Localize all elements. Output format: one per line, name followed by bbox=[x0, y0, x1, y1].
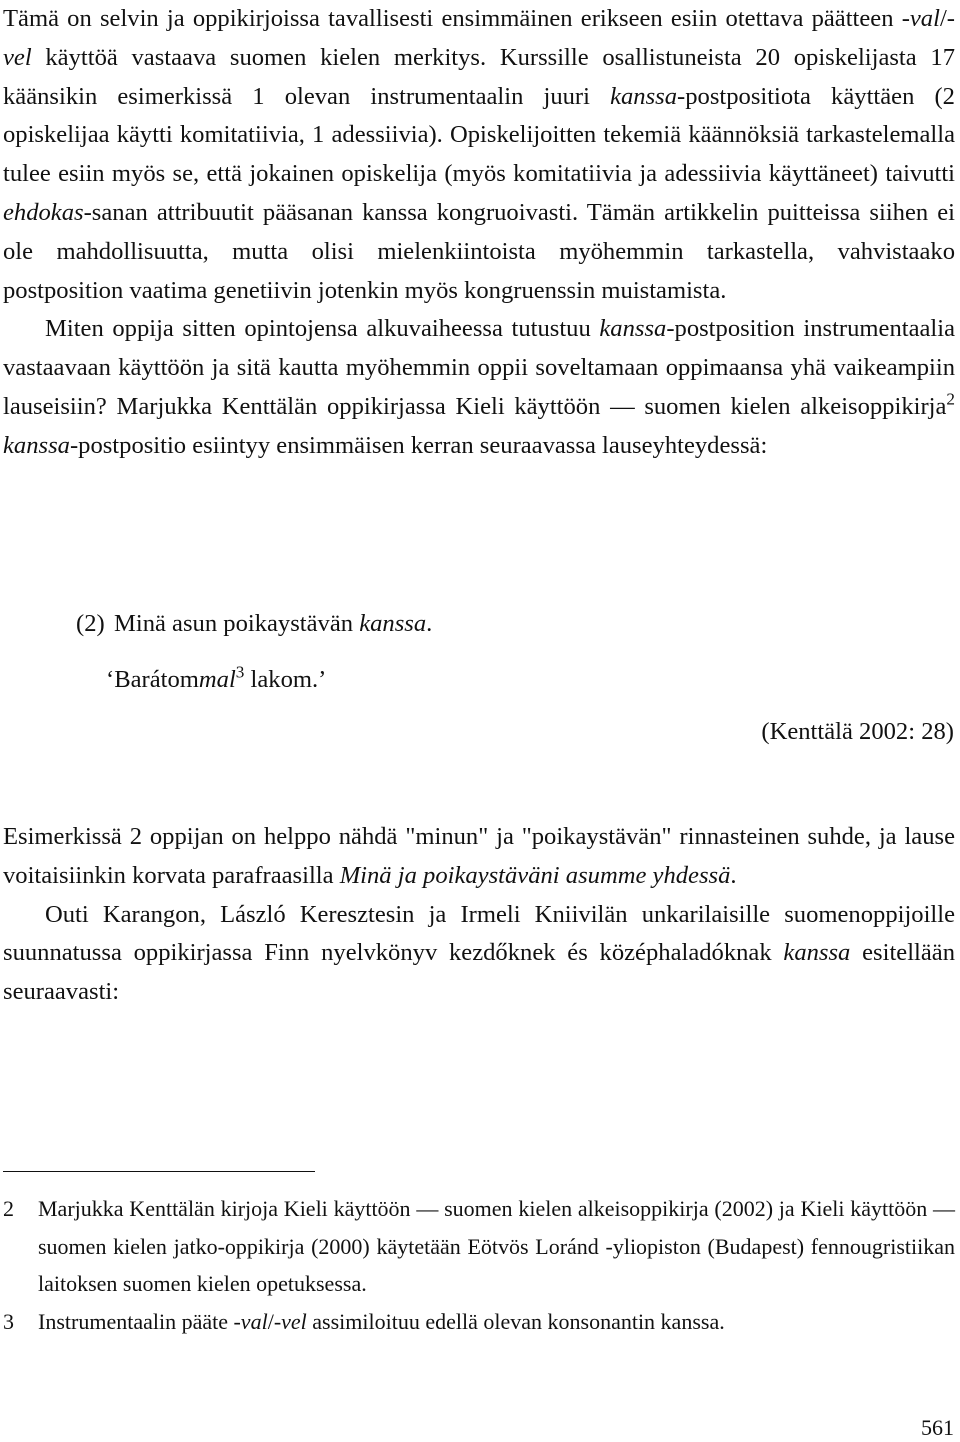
text-run: -postpositiota käyttäen (2 opiskelijaa käytti komitatiivia, 1 adessiivia). Opiskelijoitten tekemiä käännöksiä tarkastelemalla tulee esiin myös se, että jokainen opiskelija (myös komitatiivia ja adessiivia käyttäneet) taivutti bbox=[3, 82, 955, 188]
footnote-3 bbox=[3, 1303, 955, 1341]
term-kanssa: kanssa bbox=[599, 315, 667, 343]
slash: / bbox=[267, 1308, 274, 1334]
gloss-suffix: mal bbox=[198, 666, 236, 693]
footnote-ref[interactable]: 3 bbox=[235, 662, 245, 682]
term-kanssa: kanssa bbox=[783, 939, 851, 967]
text-run: Miten oppija sitten opintojensa alkuvaiheessa tutustuu bbox=[45, 315, 600, 343]
suffix-vel: -vel bbox=[273, 1308, 307, 1334]
text-run: -postpositio esiintyy ensimmäisen kerran seuraavassa lauseyhteydessä: bbox=[69, 431, 768, 459]
example-gloss bbox=[106, 664, 326, 696]
example-period: . bbox=[426, 610, 433, 637]
suffix-val: -val bbox=[233, 1308, 268, 1334]
page-number: 561 bbox=[921, 1415, 954, 1440]
text-run: Outi Karangon, László Keresztesin ja Irmeli Kniivilän unkarilaisille suomenoppijoille suunnatussa oppikirjassa Finn nyelvkönyv kezdőknek és középhaladóknak bbox=[3, 900, 955, 967]
footnote-divider bbox=[3, 1171, 315, 1172]
paragraph bbox=[3, 310, 955, 465]
section-2 bbox=[3, 818, 955, 1012]
footnote-ref[interactable]: 2 bbox=[946, 389, 955, 409]
example-kanssa: kanssa bbox=[359, 610, 427, 637]
footnote-mark: 3 bbox=[3, 1308, 14, 1334]
text-run: -postposition instrumentaalia vastaavaan käyttöön ja sitä kautta myöhemmin oppii soveltamaan oppimaansa yhä vaikeampiin lauseisiin? Marjukka Kenttälän oppikirjassa Kieli käyttöön — suomen kielen alkeisoppikirja bbox=[3, 315, 955, 420]
period: . bbox=[730, 861, 737, 889]
term-ehdokas: ehdokas bbox=[3, 198, 84, 226]
paragraph bbox=[3, 896, 955, 1012]
text-run: Tämä on selvin ja oppikirjoissa tavallisesti ensimmäinen erikseen esiin otettava päätteen bbox=[3, 5, 902, 32]
footnotes bbox=[3, 1190, 955, 1340]
footnote-text: Instrumentaalin pääte bbox=[38, 1308, 234, 1334]
footnote-text: Marjukka Kenttälän kirjoja Kieli käyttöön — suomen kielen alkeisoppikirja (2002) ja Kieli käyttöön — suomen kielen jatko-oppikirja (2000) käytetään Eötvös Loránd -yliopiston (Budapest) fennougristiikan laitoksen suomen kielen opetuksessa. bbox=[38, 1196, 955, 1297]
paragraph bbox=[3, 818, 955, 896]
footnote-mark: 2 bbox=[3, 1196, 14, 1221]
text-run: käyttöä vastaava suomen kielen merkitys. Kurssille osallistuneista 20 opiskelijasta 17 käänsikin esimerkissä 1 olevan instrumentaalin juuri bbox=[3, 43, 955, 110]
suffix-vel: -vel bbox=[3, 5, 955, 71]
example-sentence bbox=[76, 608, 432, 640]
section-1 bbox=[3, 0, 955, 466]
term-kanssa: kanssa bbox=[610, 82, 678, 110]
example-text: Minä asun poikaystävän bbox=[114, 610, 360, 637]
text-run: esitellään seuraavasti: bbox=[3, 939, 955, 1006]
term-kanssa: kanssa bbox=[3, 431, 70, 459]
text-run: Esimerkissä 2 oppijan on helppo nähdä "minun" ja "poikaystävän" rinnasteinen suhde, ja lause voitaisiinkin korvata parafraasilla bbox=[3, 823, 955, 889]
text-run: -sanan attribuutit pääsanan kanssa kongruoivasti. Tämän artikkelin puitteissa siihen ei ole mahdollisuutta, mutta olisi mielenkiintoista myöhemmin tarkastella, vahvistaako postposition vaatima genetiivin jotenkin myös kongruenssin muistamista. bbox=[3, 198, 955, 304]
example-source: (Kenttälä 2002: 28) bbox=[761, 718, 954, 745]
footnote-2 bbox=[3, 1190, 955, 1303]
paragraph bbox=[3, 0, 955, 310]
gloss-text: lakom.’ bbox=[244, 666, 327, 693]
footnote-text: assimiloituu edellä olevan konsonantin kanssa. bbox=[306, 1308, 725, 1334]
paraphrase: Minä ja poikaystäväni asumme yhdessä bbox=[339, 861, 731, 889]
suffix-val: -val bbox=[901, 5, 940, 32]
example-number: (2) bbox=[76, 610, 105, 637]
slash: / bbox=[939, 5, 947, 32]
gloss-text: ‘Barátom bbox=[106, 666, 199, 693]
